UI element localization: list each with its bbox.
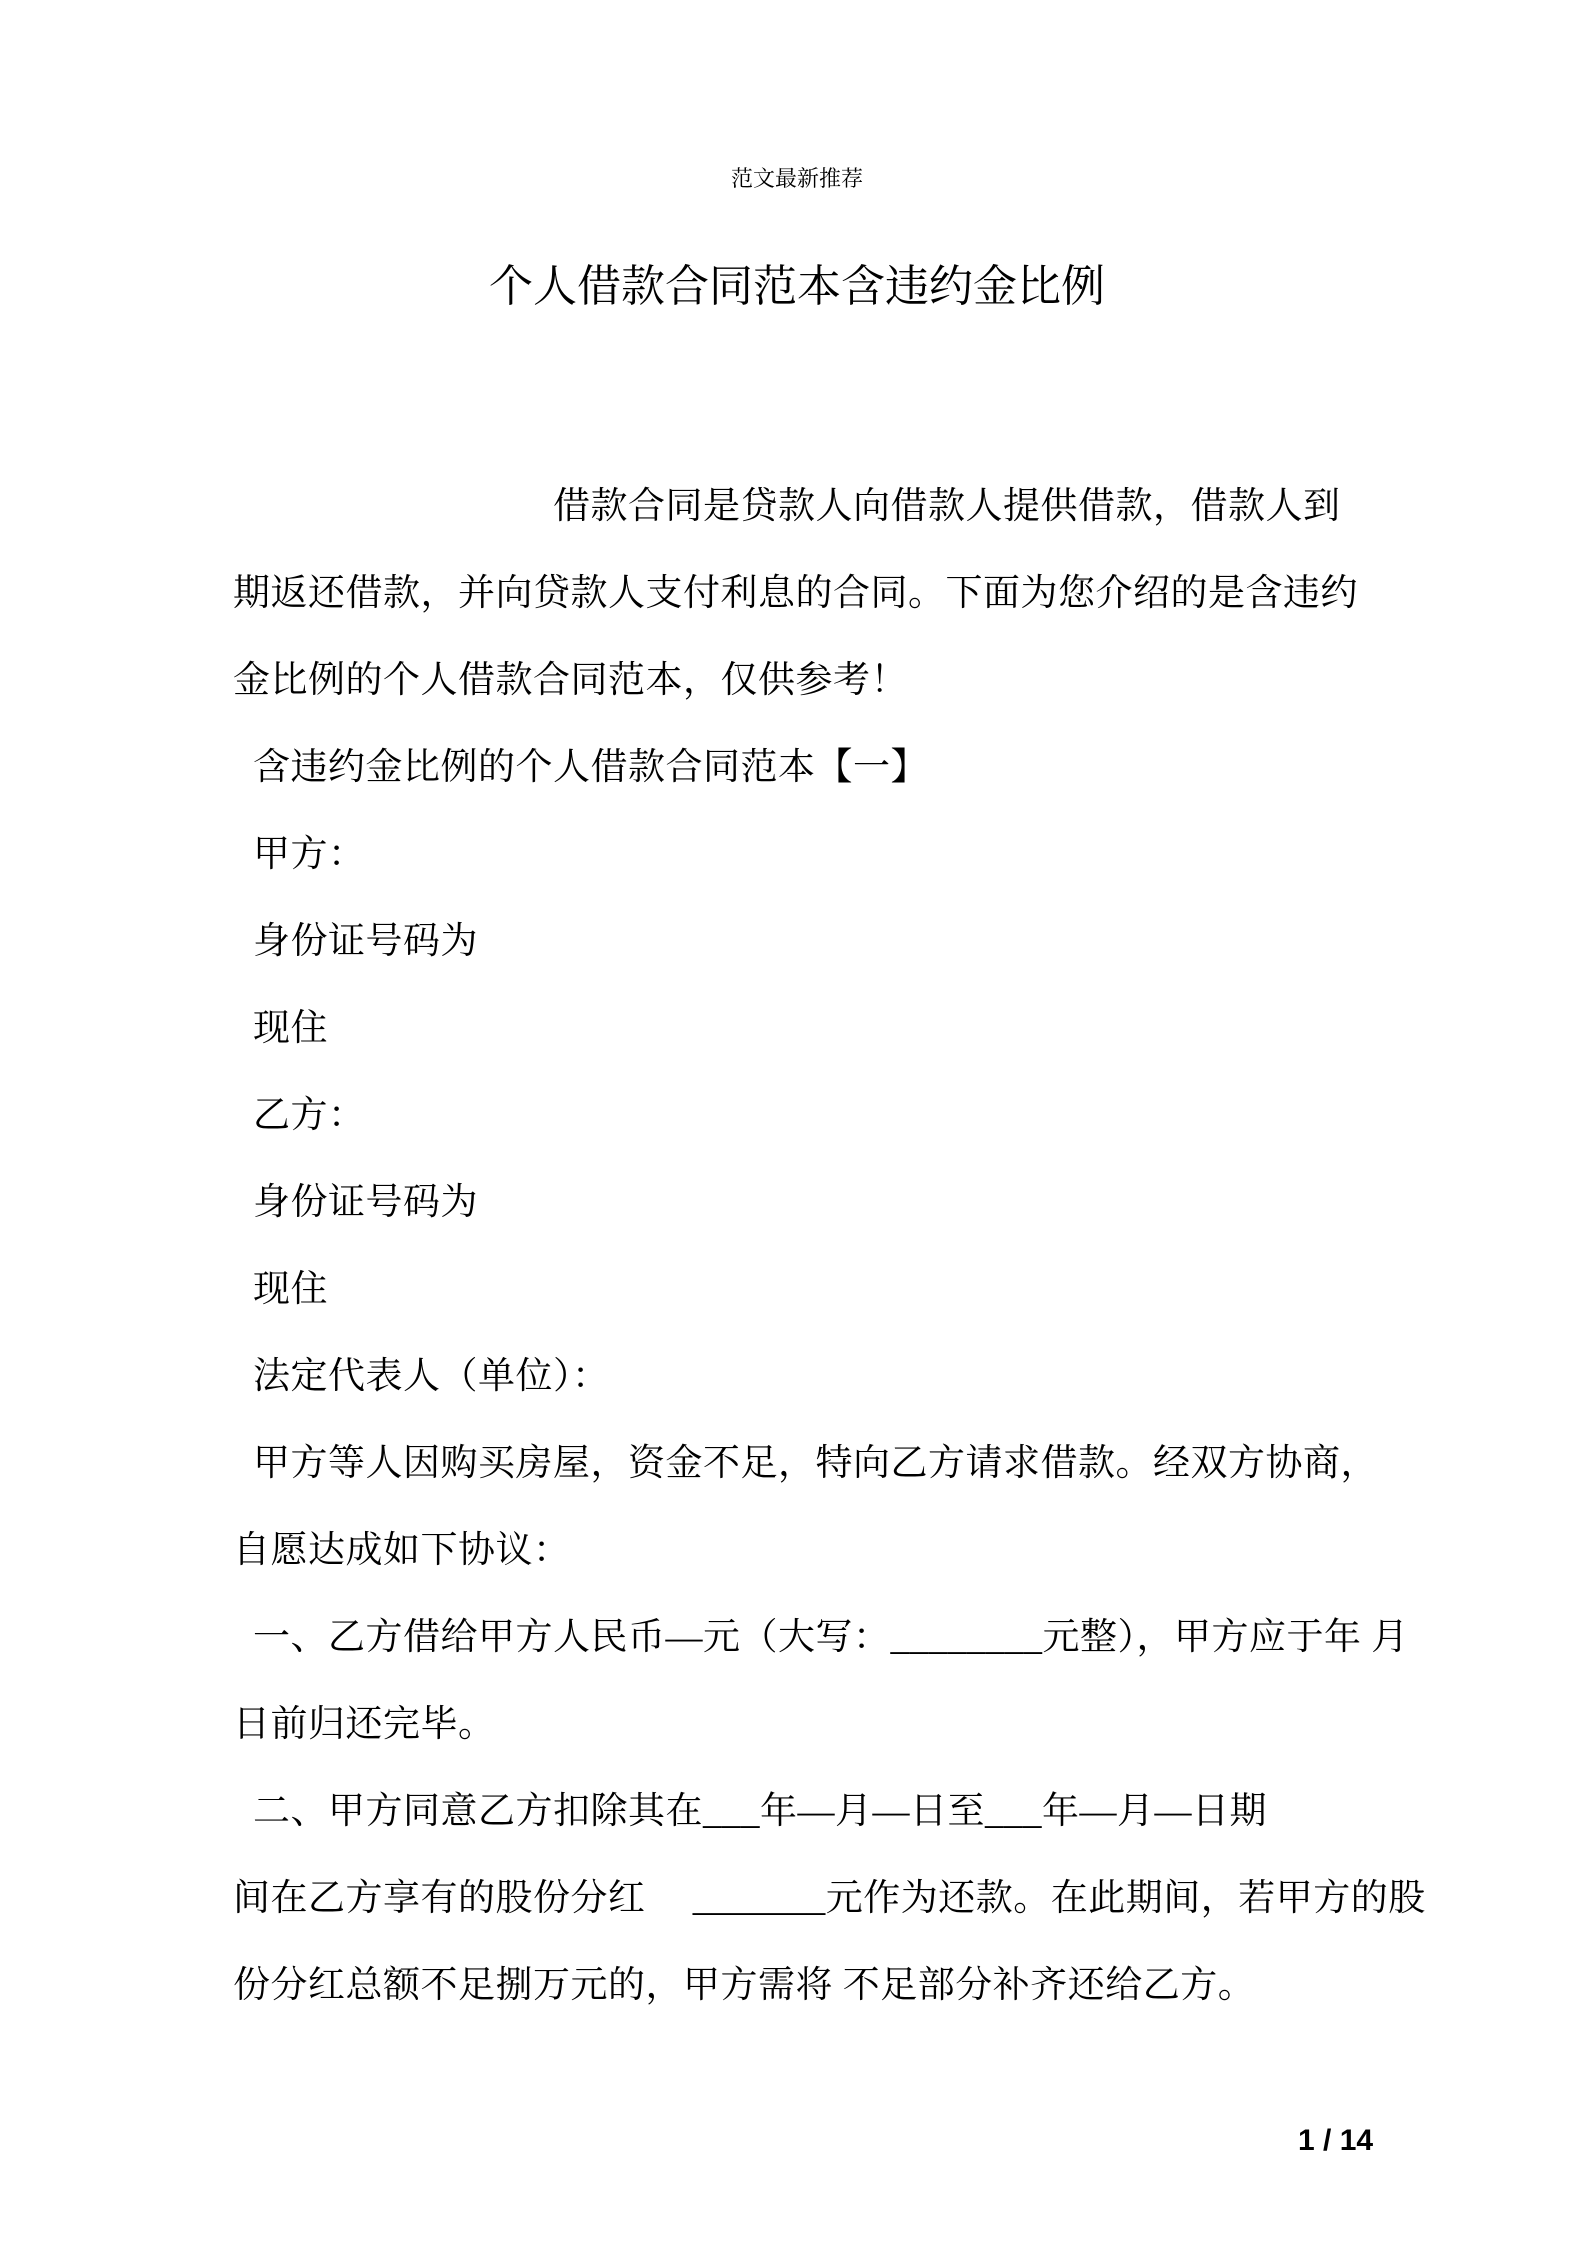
document-line: 一、乙方借给甲方人民币—元（大写：________元整），甲方应于年 月 — [253, 1617, 1409, 1658]
document-line: 甲方等人因购买房屋，资金不足，特向乙方请求借款。经双方协商， — [253, 1443, 1378, 1484]
document-line: 含违约金比例的个人借款合同范本【一】 — [253, 747, 928, 788]
document-body — [233, 463, 1426, 2029]
document-line: 金比例的个人借款合同范本，仅供参考！ — [233, 660, 908, 701]
document-line: 自愿达成如下协议： — [233, 1530, 571, 1571]
document-line: 借款合同是贷款人向借款人提供借款，借款人到 — [553, 486, 1341, 527]
document-line: 身份证号码为 — [253, 921, 478, 962]
document-line: 份分红总额不足捌万元的，甲方需将 不足部分补齐还给乙方。 — [233, 1965, 1256, 2006]
page-title: 个人借款合同范本含违约金比例 — [489, 262, 1105, 311]
page-number: 1 / 14 — [1298, 2124, 1374, 2157]
document-line: 间在乙方享有的股份分红 _______元作为还款。在此期间，若甲方的股 — [233, 1878, 1426, 1919]
document-line: 法定代表人（单位）： — [253, 1356, 610, 1397]
document-line: 身份证号码为 — [253, 1182, 478, 1223]
document-line: 现住 — [253, 1269, 328, 1310]
document-line: 现住 — [253, 1008, 328, 1049]
document-line: 期返还借款，并向贷款人支付利息的合同。下面为您介绍的是含违约 — [233, 573, 1358, 614]
page-header-text: 范文最新推荐 — [730, 166, 863, 191]
document-line: 甲方： — [253, 834, 366, 875]
document-line: 日前归还完毕。 — [233, 1704, 496, 1745]
document-line: 乙方： — [253, 1095, 366, 1136]
document-line: 二、甲方同意乙方扣除其在___年—月—日至___年—月—日期 — [253, 1791, 1267, 1832]
